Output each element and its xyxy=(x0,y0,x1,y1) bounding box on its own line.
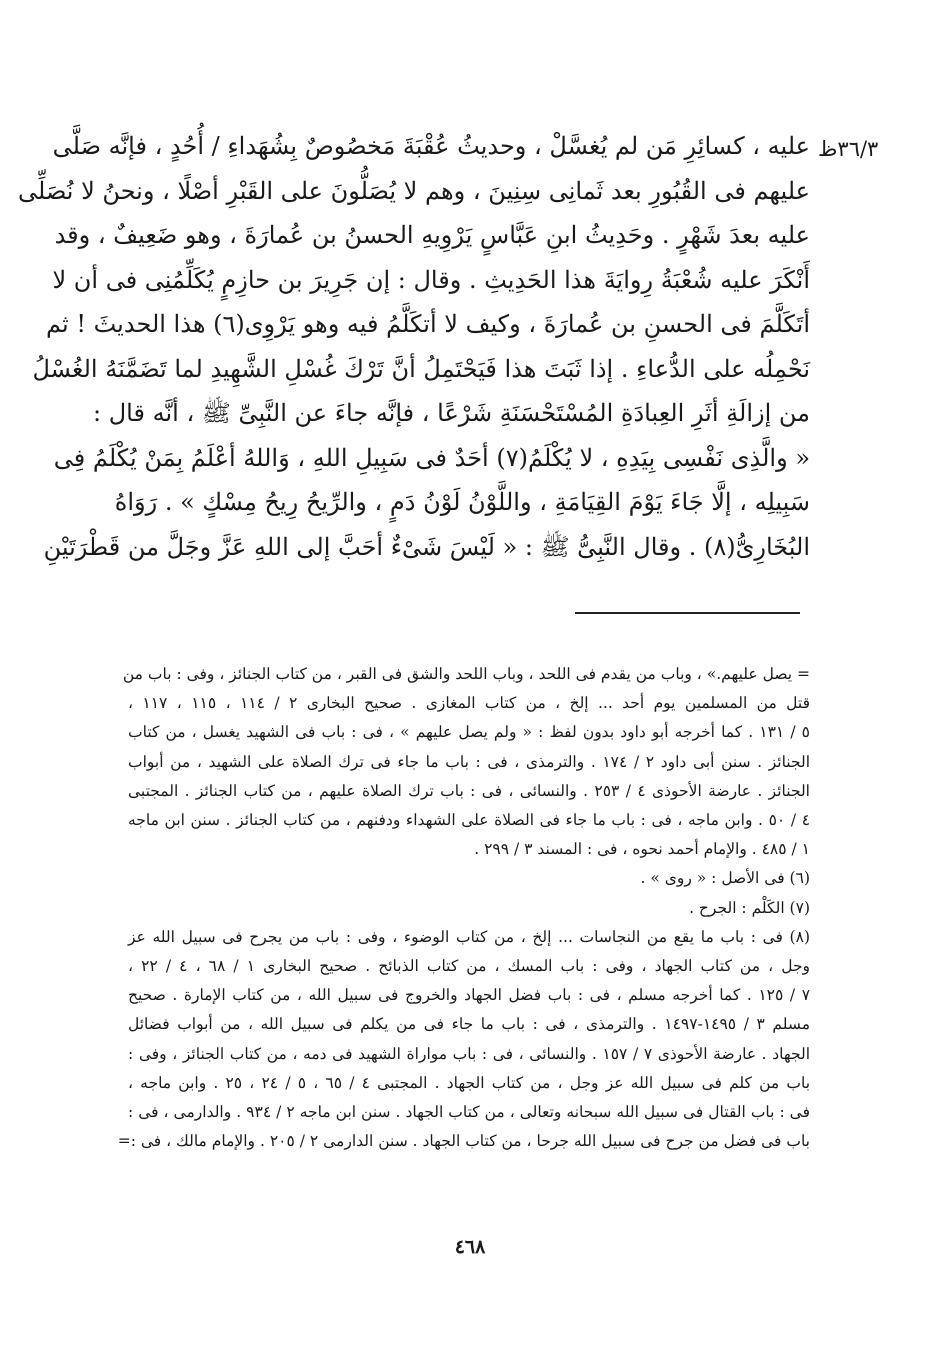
footnote-line: مسلم ٣ / ١٤٩٥-١٤٩٧ . والترمذى ، فى : باب ما جاء فى من يكلم فى سبيل الله ، من أبواب فضائل xyxy=(128,1015,810,1034)
margin-manuscript-reference: ٣٦/٣ظ xyxy=(818,137,879,161)
main-text-line: عليه ، كسائِرِ مَن لم يُغسَّلْ ، وحديثُ عُقْبَةَ مَخصُوصٌ بِشُهَداءِ / أُحُدٍ ، فإنَّه صَلَّى xyxy=(52,132,810,160)
footnote-line: فى : باب القتال فى سبيل الله سبحانه وتعالى ، من كتاب الجهاد . سنن ابن ماجه ٢ / ٩٣٤ . والدارمى ، فى : xyxy=(128,1103,811,1122)
footnote-line: ١ / ٤٨٥ . والإمام أحمد نحوه ، فى : المسند ٣ / ٢٩٩ . xyxy=(474,840,810,859)
footnote-line: ٧ / ١٢٥ . كما أخرجه مسلم ، فى : باب فضل الجهاد والخروج فى سبيل الله ، من كتاب الإمارة . صحيح xyxy=(128,986,811,1005)
footnote-line: الجنائز . عارضة الأحوذى ٤ / ٢٥٣ . والنسائى ، فى : باب ترك الصلاة عليهم ، من كتاب الجنائز . المجتبى xyxy=(128,781,810,800)
footnote-line: باب فى فضل من جرح فى سبيل الله جرحا ، من كتاب الجهاد . سنن الدارمى ٢ / ٢٠٥ . والإمام مالك ، فى := xyxy=(117,1132,810,1151)
footnote-line: قتل من المسلمين يوم أحد ... إلخ ، من كتاب المغازى . صحيح البخارى ٢ / ١١٤ ، ١١٥ ، ١١٧ ، xyxy=(128,694,810,713)
footnote-line: الجنائز . سنن أبى داود ٢ / ١٧٤ . والترمذى ، فى : باب ما جاء فى ترك الصلاة على الشهيد ، من أبواب xyxy=(128,752,811,771)
footnote-line: وجل ، من كتاب الجهاد ، وفى : باب المسك ، من كتاب الذبائح . صحيح البخارى ١ / ٦٨ ، ٤ / ٢٢ ، xyxy=(128,957,811,976)
footnote-line: الجهاد . عارضة الأحوذى ٧ / ١٥٧ . والنسائى ، فى : باب مواراة الشهيد فى دمه ، من كتاب الجنائز ، وفى : xyxy=(128,1044,811,1063)
page-number: ٤٦٨ xyxy=(454,1236,486,1258)
main-text-line: أتَكَلَّمَ فى الحسنِ بن عُمارَةَ ، وكيف لا أتكَلَّمُ فيه وهو يَرْوِى(٦) هذا الحديثَ ! ثم xyxy=(46,310,810,338)
footnote-8: (٨) فى : باب ما يقع من النجاسات ... إلخ ، من كتاب الوضوء ، وفى : باب من يجرح فى سبيل الله عز xyxy=(128,927,810,946)
main-text-line: نَحْمِلُه على الدُّعاءِ . إذا ثَبَتَ هذا فَيَحْتَمِلُ أنَّ تَرْكَ غُسْلِ الشَّهِيدِ لما تَضَمَّنَهُ الغُسْلُ xyxy=(32,354,810,383)
main-text xyxy=(18,124,810,569)
main-text-line: « والَّذِى نَفْسِى بِيَدِهِ ، لا يُكْلَمُ(٧) أحَدٌ فى سَبِيلِ اللهِ ، وَاللهُ أعْلَمُ بِمَنْ يُكْلَمُ فِى xyxy=(53,443,810,472)
footnote-separator xyxy=(575,612,800,614)
footnote-line: باب من كلم فى سبيل الله عز وجل ، من كتاب الجهاد . المجتبى ٤ / ٦٥ ، ٥ / ٢٤ ، ٢٥ . وابن ماجه ، xyxy=(128,1073,811,1092)
main-text-line: من إزالَةِ أثَرِ العِبادَةِ المُسْتَحْسَنَةِ شَرْعًا ، فإنَّه جاءَ عن النَّبِىِّ ﷺ ، أنَّه قال : xyxy=(93,399,810,427)
footnote-line: ٤ / ٥٠ . وابن ماجه ، فى : باب ما جاء فى الصلاة على الشهداء ودفنهم ، من كتاب الجنائز . سنن ابن ماجه xyxy=(128,811,811,830)
footnotes xyxy=(117,660,811,1156)
footnote-line: ٥ / ١٣١ . كما أخرجه أبو داود بدون لفظ : « ولم يصل عليهم » ، فى : باب فى الشهيد يغسل ، من كتاب xyxy=(128,723,810,742)
main-text-line: سَبِيلِه ، إلَّا جَاءَ يَوْمَ القِيَامَةِ ، واللَّوْنُ لَوْنُ دَمٍ ، والرِّيحُ رِيحُ مِسْكٍ » . رَوَاهُ xyxy=(114,488,810,516)
footnote-6: (٦) فى الأصل : « روى » . xyxy=(640,869,810,888)
main-text-line: أَنْكَرَ عليه شُعْبَةُ رِوايَةَ هذا الحَدِيثِ . وقال : إن جَرِيرَ بن حازِمٍ يُكَلِّمُنِى فى أن لا xyxy=(52,265,810,294)
main-text-line: عليه بعدَ شَهْرٍ . وحَدِيثُ ابنِ عَبَّاسٍ يَرْوِيهِ الحسنُ بن عُمارَةَ ، وهو ضَعِيفٌ ، وقد xyxy=(54,221,810,249)
main-text-line: عليهم فى القُبُورِ بعد ثَمانِى سِنِينَ ، وهم لا يُصَلُّونَ على القَبْرِ أصْلًا ، ونحنُ لا نُصَلِّى xyxy=(18,176,810,205)
footnote-7: (٧) الكَلْم : الجرح . xyxy=(689,898,810,917)
main-text-line: البُخَارِىُّ(٨) . وقال النَّبِىُّ ﷺ : « لَيْسَ شَىْءٌ أحَبَّ إلى اللهِ عَزَّ وجَلَّ من قَطْرَتَيْنِ xyxy=(43,532,810,561)
footnote-line: = يصل عليهم.» ، وباب من يقدم فى اللحد ، وباب اللحد والشق فى القبر ، من كتاب الجنائز ، وفى : باب من xyxy=(122,665,810,683)
